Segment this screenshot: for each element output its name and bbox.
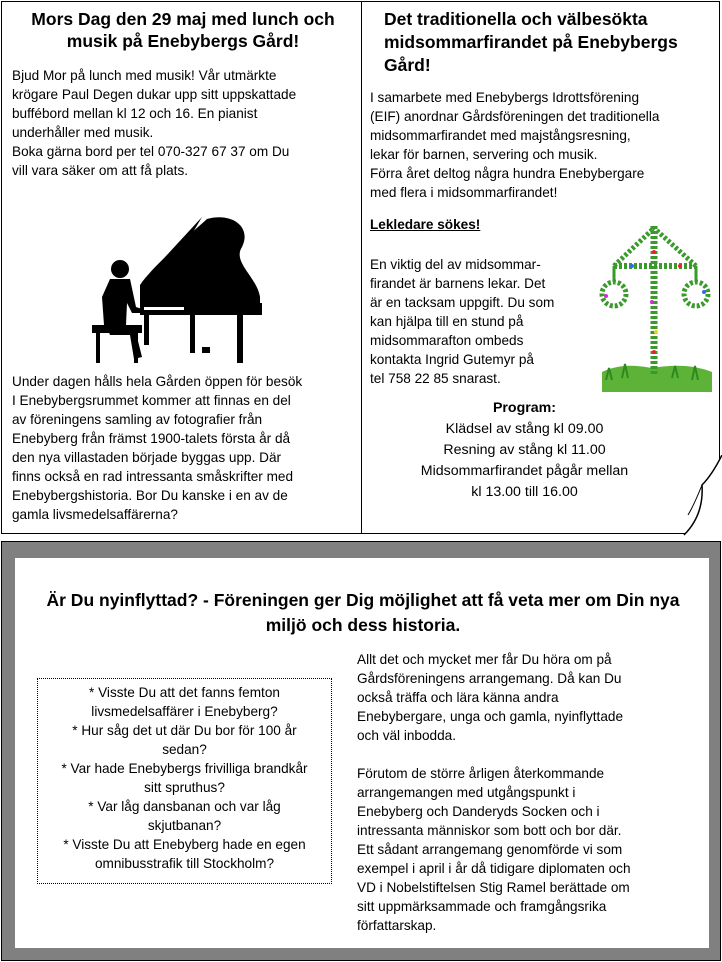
text-line: av föreningens samling av fotografier från	[12, 412, 263, 427]
question-line: * Var hade Enebybergs frivilliga brandkår	[61, 761, 308, 776]
question-line: * Visste Du att det fanns femton	[89, 685, 280, 700]
text-line: finns också en rad intressanta småskrifter med	[12, 469, 294, 484]
text-line: Boka gärna bord per tel 070-327 67 37 om Du	[12, 144, 290, 159]
program-line: Midsommarfirandet pågår mellan	[420, 463, 629, 479]
text-line: arrangemangen med utgångspunkt i	[357, 785, 576, 800]
text-line: Enebybergare, unga och gamla, nyinflyttade	[357, 709, 624, 724]
question-line: omnibusstrafik till Stockholm?	[94, 856, 275, 871]
text-line: Förra året deltog några hundra Enebybergare	[370, 166, 645, 181]
text-line: tel 758 22 85 snarast.	[370, 371, 501, 386]
question-line: * Var låg dansbanan och var låg	[88, 799, 281, 814]
question-line: skjutbanan?	[147, 818, 222, 833]
paragraph	[357, 764, 697, 935]
folded-corner	[682, 455, 722, 537]
mors-dag-intro	[12, 66, 352, 180]
mors-dag-title: Mors Dag den 29 maj med lunch och musik på Enebybergs Gård!	[31, 9, 335, 51]
nyinflyttad-panel	[1, 541, 721, 961]
midsommar-title: Det traditionella och välbesökta midsommarfirandet på Enebybergs Gård!	[384, 9, 678, 75]
text-line: exempel i april i år då tidigare diplomaten och	[357, 861, 631, 876]
text-line: är en tacksam uppgift. Du som	[370, 295, 555, 310]
lekledare-text	[370, 255, 585, 388]
nyinflyttad-title: Är Du nyinflyttad? - Föreningen ger Dig möjlighet att få veta mer om Din nya miljö och dess historia.	[46, 590, 680, 635]
program-line: Klädsel av stång kl 09.00	[445, 421, 604, 437]
text-line: Enebyberg från främst 1900-talets första år då	[12, 431, 291, 446]
text-line: sitt uppmärksammade och framgångsrika	[357, 899, 607, 914]
text-line: lekar för barnen, servering och musik.	[370, 147, 598, 162]
text-line: buffébord mellan kl 12 och 16. En pianist	[12, 106, 258, 121]
text-line: Bjud Mor på lunch med musik! Vår utmärkte	[12, 68, 277, 83]
piano-player-illustration	[82, 207, 282, 367]
text-line: Under dagen hålls hela Gården öppen för besök	[12, 374, 303, 389]
text-line: Ett sådant arrangemang genomförde vi som	[357, 842, 623, 857]
nyinflyttad-content	[15, 558, 709, 948]
text-line: författarskap.	[357, 918, 437, 933]
question-line: livsmedelsaffärer i Enebyberg?	[91, 704, 278, 719]
nyinflyttad-text	[357, 650, 697, 954]
text-line: Förutom de större årligen återkommande	[357, 766, 605, 781]
question-line: * Visste Du att Enebyberg hade en egen	[63, 837, 306, 852]
text-line: och väl inbodda.	[357, 728, 457, 743]
text-line: underhåller med musik.	[12, 125, 154, 140]
question-line: sedan?	[162, 742, 207, 757]
program-heading: Program:	[492, 400, 557, 416]
text-line: kan hjälpa till en stund på	[370, 314, 524, 329]
text-line: I Enebybergsrummet kommer att finnas en del	[12, 393, 291, 408]
program-line: kl 13.00 till 16.00	[471, 484, 578, 500]
text-line: krögare Paul Degen dukar upp sitt uppskattade	[12, 87, 297, 102]
program-line: Resning av stång kl 11.00	[443, 442, 606, 458]
text-line: Enebyberg och Danderyds Socken och i	[357, 804, 600, 819]
mors-dag-panel	[1, 1, 362, 534]
midsommar-panel	[362, 1, 720, 534]
text-line: firandet är barnens lekar. Det	[370, 276, 546, 291]
text-line: Enebybergshistoria. Bor Du kanske i en av de	[12, 488, 288, 503]
text-line: intressanta människor som bott och bor där.	[357, 823, 622, 838]
text-line: (EIF) anordnar Gårdsföreningen det traditionella	[370, 109, 660, 124]
midsommar-intro	[370, 88, 715, 202]
program-schedule	[372, 398, 677, 503]
text-line: kontakta Ingrid Gutemyr på	[370, 352, 534, 367]
text-line: Allt det och mycket mer får Du höra om på	[357, 652, 612, 667]
gard-open-text	[12, 372, 358, 524]
lekledare-heading: Lekledare sökes!	[370, 217, 481, 232]
text-line: vill vara säker om att få plats.	[12, 163, 189, 178]
maypole-illustration	[592, 222, 717, 392]
text-line: Gårdsföreningens arrangemang. Då kan Du	[357, 671, 622, 686]
text-line: också träffa och lära känna andra	[357, 690, 559, 705]
text-line: En viktig del av midsommar-	[370, 257, 541, 272]
question-line: sitt spruthus?	[144, 780, 225, 795]
paragraph	[357, 650, 697, 745]
text-line: gamla livsmedelsaffärerna?	[12, 507, 178, 522]
text-line: VD i Nobelstiftelsen Stig Ramel berättade om	[357, 880, 630, 895]
question-line: * Hur såg det ut där Du bor för 100 år	[72, 723, 297, 738]
questions-box	[37, 678, 332, 884]
text-line: I samarbete med Enebybergs Idrottsförening	[370, 90, 640, 105]
text-line: den nya villastaden började byggas upp. Där	[12, 450, 282, 465]
text-line: midsommarfirandet med majstångsresning,	[370, 128, 631, 143]
text-line: med flera i midsommarfirandet!	[370, 185, 558, 200]
text-line: midsommarafton ombeds	[370, 333, 524, 348]
